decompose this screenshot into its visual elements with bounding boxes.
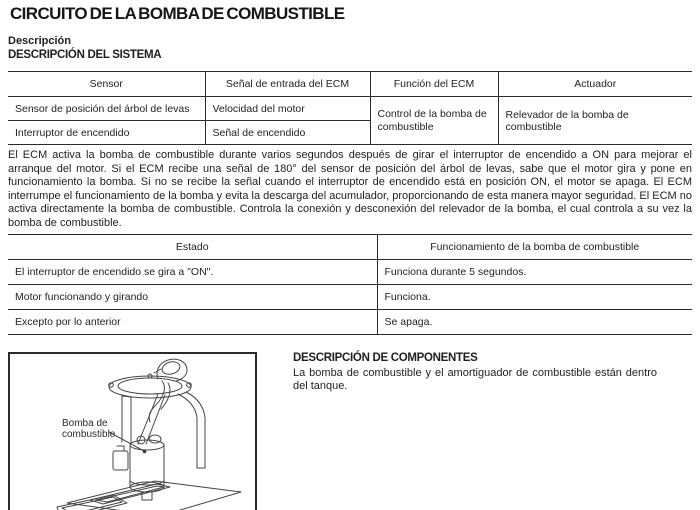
page-title: CIRCUITO DE LA BOMBA DE COMBUSTIBLE [10, 4, 345, 23]
figure-label-line1: Bomba de [62, 417, 108, 429]
cell-estado-on: El interruptor de encendido se gira a "ON". [8, 259, 377, 284]
table-row [8, 284, 692, 309]
figure-label-line2: combustible [62, 428, 116, 440]
section-heading-descripcion: Descripción [8, 35, 71, 47]
pump-connector-cap [149, 359, 187, 422]
system-description-paragraph: El ECM activa la bomba de combustible durante varios segundos después de girar el interruptor de encendido a ON para mejorar el arranque del motor. Si el ECM recibe una señal de 180° del sensor de posición del árbol de levas, sabe que el motor gira y pone en funcionamiento la bomba. Si no se recibe la señal cuando el interruptor de encendido está en posición ON, el motor se apaga. El ECM interrumpe el funcionamiento de la bomba y evita la descarga del acumulador, proporcionando de esta manera mayor seguridad. El ECM no activa directamente la bomba de combustible. Controla la conexión y desconexión del relevador de la bomba, el cual controla a su vez la bomba de combustible. [8, 149, 692, 229]
components-section [8, 352, 700, 510]
cell-se-apaga: Se apaga. [377, 309, 692, 334]
cell-funciona: Funciona. [377, 284, 692, 309]
label-leader-dot [143, 449, 147, 453]
cell-relevador-bomba: Relevador de la bomba de combustible [498, 97, 692, 145]
cell-excepto-anterior: Excepto por lo anterior [8, 309, 377, 334]
cell-interruptor-encendido: Interruptor de encendido [8, 121, 205, 145]
section-heading-sistema: DESCRIPCIÓN DEL SISTEMA [8, 49, 162, 61]
fuel-pump-figure [8, 352, 257, 510]
pump-base-plate [57, 481, 241, 510]
components-body: La bomba de combustible y el amortiguador de combustible están dentro del tanque. [293, 366, 657, 393]
header-actuador: Actuador [498, 72, 692, 97]
cell-control-bomba: Control de la bomba de combustible [370, 97, 498, 145]
header-funcionamiento: Funcionamiento de la bomba de combustible [377, 234, 692, 259]
cell-funciona-5s: Funciona durante 5 segundos. [377, 259, 692, 284]
fuel-pump-illustration [10, 354, 255, 510]
components-text-column [293, 352, 657, 394]
table-header-row [8, 72, 692, 97]
table-row [8, 309, 692, 334]
header-senal-entrada: Señal de entrada del ECM [205, 72, 370, 97]
table-header-row [8, 234, 692, 259]
cell-sensor-levas: Sensor de posición del árbol de levas [8, 97, 205, 121]
header-estado: Estado [8, 234, 377, 259]
header-sensor: Sensor [8, 72, 205, 97]
components-heading: DESCRIPCIÓN DE COMPONENTES [293, 351, 478, 364]
cell-senal-encendido: Señal de encendido [205, 121, 370, 145]
table-row [8, 97, 692, 121]
sensor-actuator-table [8, 71, 692, 145]
cell-motor-girando: Motor funcionando y girando [8, 284, 377, 309]
header-funcion-ecm: Función del ECM [370, 72, 498, 97]
cell-velocidad-motor: Velocidad del motor [205, 97, 370, 121]
table-row [8, 259, 692, 284]
pump-operation-table [8, 234, 692, 335]
